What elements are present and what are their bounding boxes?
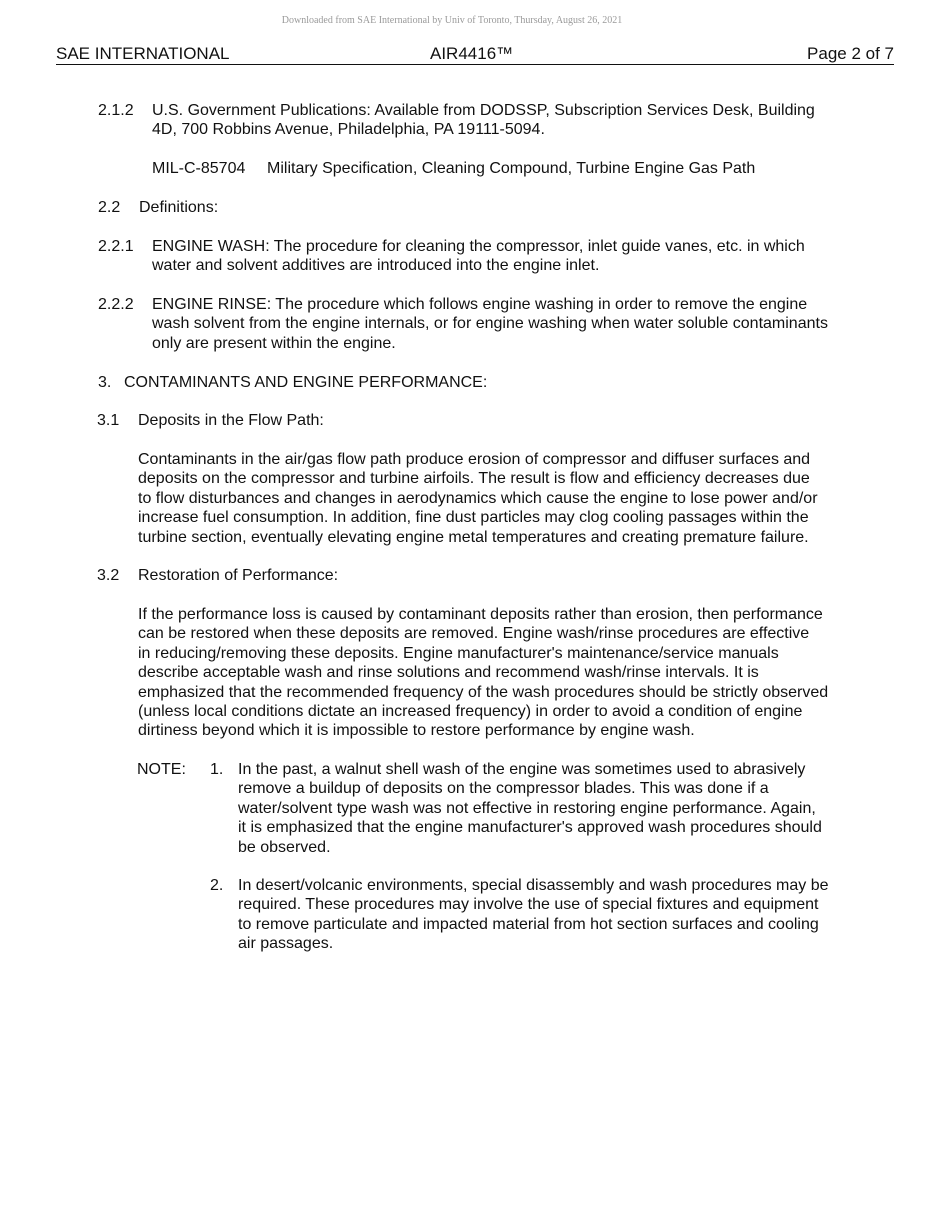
header-page-number: Page 2 of 7 — [807, 44, 894, 63]
section-number-3-2: 3.2 — [97, 567, 120, 584]
section-3-2-title: Restoration of Performance: — [138, 567, 339, 584]
section-2-1-2-text: U.S. Government Publications: Available from DODSSP, Subscription Services Desk, Building 4D, 700 Robbins Avenue, Philadelphia, PA 19111-5094. — [152, 102, 815, 139]
section-3-2-body: If the performance loss is caused by contaminant deposits rather than erosion, then performance can be restored when these deposits are removed. Engine wash/rinse procedures are effective in reducing/removing these deposits. Engine manufacturer's maintenance/service manuals describe acceptable wash and rinse solutions and recommend wash/rinse intervals. It is emphasized that the recommended frequency of the wash procedures should be strictly observed (unless local conditions dictate an increased frequency) in order to avoid a condition of engine dirtiness beyond which it is impossible to restore performance by engine wash. — [138, 606, 829, 740]
section-number-3: 3. — [98, 374, 112, 391]
header-doc-number: AIR4416™ — [430, 44, 514, 63]
note-item-number: 1. — [210, 761, 224, 778]
section-3-1-body: Contaminants in the air/gas flow path produce erosion of compressor and diffuser surfaces and deposits on the compressor and turbine airfoils. The result is flow and efficiency decreases due to flow disturbances and changes in aerodynamics which cause the engine to lose power and/or increase fuel consumption. In addition, fine dust particles may clog cooling passages within the turbine section, eventually elevating engine metal temperatures and creating premature failure. — [138, 451, 818, 546]
section-2-2-title: Definitions: — [139, 199, 219, 216]
section-number-2-2-1: 2.2.1 — [98, 238, 134, 255]
spec-title: Military Specification, Cleaning Compound, Turbine Engine Gas Path — [267, 160, 756, 177]
download-watermark: Downloaded from SAE International by Univ of Toronto, Thursday, August 26, 2021 — [281, 15, 623, 26]
page-header — [56, 44, 894, 65]
header-org: SAE INTERNATIONAL — [56, 44, 230, 63]
section-number-3-1: 3.1 — [97, 412, 120, 429]
section-2-2-1-text: ENGINE WASH: The procedure for cleaning the compressor, inlet guide vanes, etc. in which water and solvent additives are introduced into the engine inlet. — [152, 238, 805, 275]
section-3-title: CONTAMINANTS AND ENGINE PERFORMANCE: — [124, 374, 488, 391]
section-number-2-1-2: 2.1.2 — [98, 102, 134, 119]
note-item-number: 2. — [210, 877, 224, 894]
note-item-2-text: In desert/volcanic environments, special disassembly and wash procedures may be required. These procedures may involve the use of special fixtures and equipment to remove particulate and impacted material from hot section surfaces and cooling air passages. — [238, 877, 829, 953]
note-label: NOTE: — [137, 761, 186, 778]
section-2-2-2-text: ENGINE RINSE: The procedure which follows engine washing in order to remove the engine wash solvent from the engine internals, or for engine washing when water soluble contaminants only are present within the engine. — [152, 296, 828, 352]
section-number-2-2: 2.2 — [98, 199, 121, 216]
note-item-1-text: In the past, a walnut shell wash of the engine was sometimes used to abrasively remove a buildup of deposits on the compressor blades. This was done if a water/solvent type wash was not effective in restoring engine performance. Again, it is emphasized that the engine manufacturer's approved wash procedures should be observed. — [238, 761, 822, 856]
spec-id: MIL-C-85704 — [152, 160, 246, 177]
section-3-1-title: Deposits in the Flow Path: — [138, 412, 324, 429]
section-number-2-2-2: 2.2.2 — [98, 296, 134, 313]
